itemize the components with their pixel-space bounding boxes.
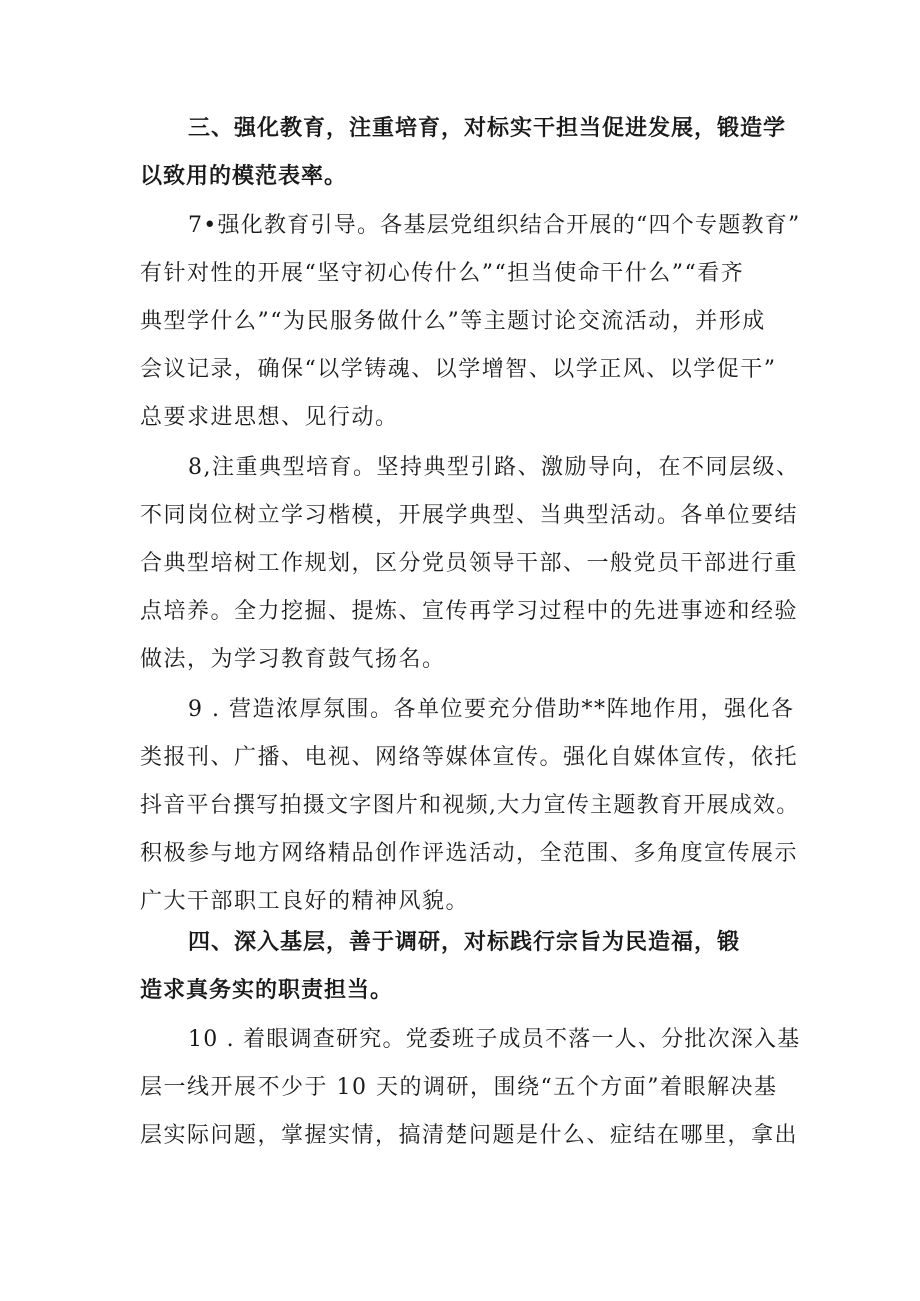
heading-line: 三、强化教育，注重培育，对标实干担当促进发展，锻造学 xyxy=(188,115,787,141)
paragraph-line: 合典型培树工作规划，区分党员领导干部、一般党员干部进行重 xyxy=(140,551,799,576)
paragraph-line: 类报刊、广播、电视、网络等媒体宣传。强化自媒体宣传，依托 xyxy=(140,745,799,770)
paragraph-line: 8,注重典型培育。坚持典型引路、激励导向，在不同层级、 xyxy=(188,455,800,480)
paragraph-line: 做法，为学习教育鼓气扬名。 xyxy=(140,647,446,672)
paragraph-9 xyxy=(140,686,800,926)
paragraph-line: 9 . 营造浓厚氛围。各单位要充分借助**阵地作用，强化各 xyxy=(188,697,795,722)
paragraph-line: 不同岗位树立学习楷模，开展学典型、当典型活动。各单位要结 xyxy=(140,503,799,528)
heading-line: 四、深入基层，善于调研，对标践行宗旨为民造福，锻 xyxy=(188,929,741,955)
paragraph-8 xyxy=(140,444,800,684)
heading-line: 造求真务实的职责担当。 xyxy=(140,977,394,1003)
paragraph-line: 有针对性的开展“坚守初心传什么”“担当使命干什么”“看齐 xyxy=(140,261,745,286)
paragraph-line: 广大干部职工良好的精神风貌。 xyxy=(140,889,470,914)
paragraph-line: 10 . 着眼调查研究。党委班子成员不落一人、分批次深入基 xyxy=(188,1027,801,1052)
paragraph-line: 总要求进思想、见行动。 xyxy=(140,405,399,430)
paragraph-7 xyxy=(140,202,800,442)
paragraph-line: 典型学什么”“为民服务做什么”等主题讨论交流活动，并形成 xyxy=(140,309,766,334)
heading-line: 以致用的模范表率。 xyxy=(140,163,348,189)
section-heading-3 xyxy=(140,104,800,200)
paragraph-line: 积极参与地方网络精品创作评选活动，全范围、多角度宣传展示 xyxy=(140,841,799,866)
paragraph-line: 7•强化教育引导。各基层党组织结合开展的“四个专题教育” xyxy=(188,213,801,238)
paragraph-line: 层一线开展不少于 10 天的调研，围绕“五个方面”着眼解决基 xyxy=(140,1075,778,1100)
section-heading-4 xyxy=(140,918,800,1014)
paragraph-line: 点培养。全力挖掘、提炼、宣传再学习过程中的先进事迹和经验 xyxy=(140,599,799,624)
paragraph-line: 层实际问题，掌握实情，搞清楚问题是什么、症结在哪里，拿出 xyxy=(140,1123,799,1148)
paragraph-line: 抖音平台撰写拍摄文字图片和视频,大力宣传主题教育开展成效。 xyxy=(140,793,800,818)
paragraph-10 xyxy=(140,1016,800,1160)
paragraph-line: 会议记录，确保“以学铸魂、以学增智、以学正风、以学促干” xyxy=(140,357,777,382)
